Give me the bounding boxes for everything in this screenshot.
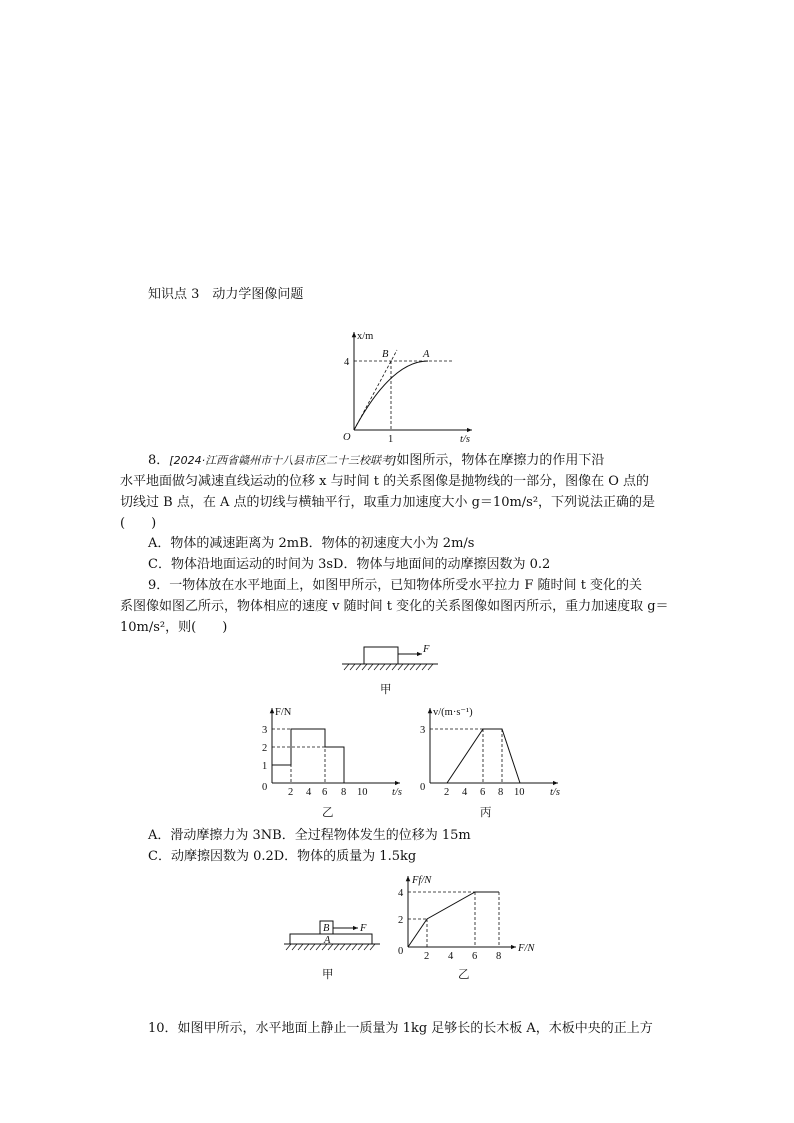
y-tick-4: 4 [344,357,350,368]
x-tick-4: 4 [448,951,454,962]
q10-chart-yi-caption: 乙 [458,967,470,981]
x-tick-8: 8 [496,951,502,962]
q10-fig-jia-caption: 甲 [322,967,334,981]
y-tick-2: 2 [398,915,404,926]
q9-chart-yi-caption: 乙 [322,805,334,819]
q9-line3: 10m/s²，则( ) [120,620,228,635]
y-tick-4: 4 [398,888,404,899]
force-label: F [360,923,367,934]
velocity-series [447,729,520,783]
y-tick-1: 1 [262,761,268,772]
x-axis-label: t/s [460,434,470,445]
q8-source: [2024·江西省赣州市十八县市区二十三校联考] [169,454,397,467]
q8-line2: 水平地面做匀减速直线运动的位移 x 与时间 t 的关系图像是抛物线的一部分，图像在 O 点的 [120,474,650,489]
q9-fig-jia [340,642,440,674]
q9-line2: 系图像如图乙所示，物体相应的速度 v 随时间 t 变化的关系图像如图丙所示，重力加速度取 g＝ [120,599,669,614]
q9-line1: 9．一物体放在水平地面上，如图甲所示，已知物体所受水平拉力 F 随时间 t 变化的关 [148,578,643,593]
x-tick-1: 1 [388,434,394,445]
origin-label: 0 [262,782,268,793]
board-a [290,934,372,944]
q10-line1: 10．如图甲所示，水平地面上静止一质量为 1kg 足够长的长木板 A，木板中央的正上方 [148,1021,653,1036]
section-title: 知识点 3 动力学图像问题 [148,287,304,302]
x-tick-10: 10 [514,787,525,798]
x-axis-label: F/N [518,943,535,954]
x-tick-4: 4 [462,787,468,798]
x-tick-2: 2 [288,787,294,798]
q8-options-ab: A．物体的减速距离为 2mB．物体的初速度大小为 2m/s [148,536,475,551]
x-tick-6: 6 [472,951,478,962]
force-label: F [423,644,430,655]
x-tick-4: 4 [306,787,312,798]
x-tick-2: 2 [424,951,430,962]
point-a-label: A [423,349,430,360]
y-axis-label: F/N [275,707,292,718]
block [364,647,398,664]
origin-label: O [343,432,351,443]
q9-fig-jia-caption: 甲 [380,682,392,696]
y-axis-label: v/(m·s⁻¹) [433,707,473,718]
y-tick-3: 3 [420,725,426,736]
force-series [272,729,344,783]
x-tick-6: 6 [322,787,328,798]
x-tick-6: 6 [480,787,486,798]
y-axis-label: Ff/N [412,875,432,886]
q9-chart-yi [258,704,408,804]
x-axis-label: t/s [550,787,560,798]
x-axis-label: t/s [392,787,402,798]
board-a-label: A [324,935,331,946]
y-tick-3: 3 [262,725,268,736]
block-b-label: B [323,923,330,934]
point-b-label: B [382,349,389,360]
q9-options-cd: C．动摩擦因数为 0.2D．物体的质量为 1.5kg [148,849,417,864]
q8-line4: ( ) [120,516,157,531]
q8-line3: 切线过 B 点，在 A 点的切线与横轴平行，取重力加速度大小 g＝10m/s²，下列说法正确的是 [120,495,656,510]
q9-chart-bing [416,704,566,804]
origin-label: 0 [420,782,426,793]
origin-label: 0 [398,946,404,957]
x-tick-8: 8 [341,787,347,798]
q8-options-cd: C．物体沿地面运动的时间为 3sD．物体与地面间的动摩擦因数为 0.2 [148,557,551,572]
q8-number: 8． [148,453,170,468]
q9-chart-bing-caption: 丙 [480,805,492,819]
q8-xt-graph [340,328,480,446]
x-tick-2: 2 [444,787,450,798]
friction-series [408,892,499,947]
y-tick-2: 2 [262,743,268,754]
x-tick-8: 8 [498,787,504,798]
x-tick-10: 10 [357,787,368,798]
q8-line1 [148,452,604,470]
q8-line1-rest: 如图所示，物体在摩擦力的作用下沿 [396,453,605,468]
q10-chart-yi [394,872,544,964]
y-axis-label: x/m [357,331,374,342]
q10-fig-jia [282,918,382,958]
q9-options-ab: A．滑动摩擦力为 3NB．全过程物体发生的位移为 15m [148,828,471,843]
